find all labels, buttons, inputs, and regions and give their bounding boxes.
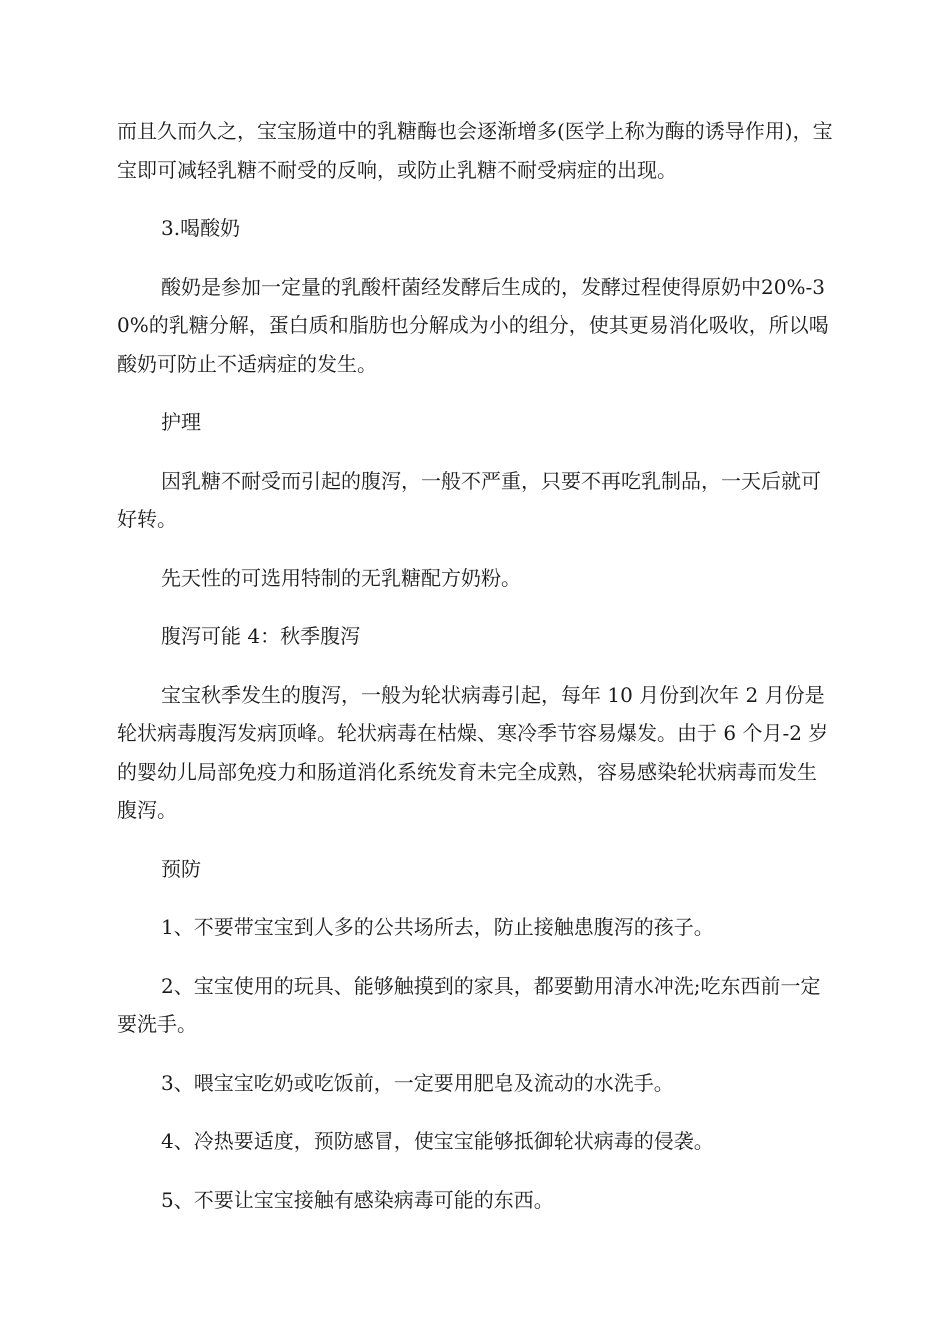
list-item-prevention-5: 5、不要让宝宝接触有感染病毒可能的东西。 <box>161 1187 554 1212</box>
section-heading-yogurt: 3.喝酸奶 <box>161 216 241 240</box>
list-item-prevention-2: 2、宝宝使用的玩具、能够触摸到的家具，都要勤用清水冲洗;吃东西前一定要洗手。 <box>117 973 821 1036</box>
paragraph-autumn-diarrhea: 宝宝秋季发生的腹泻，一般为轮状病毒引起，每年 10 月份到次年 2 月份是轮状病毒腹泻发病顶峰。轮状病毒在枯燥、寒冷季节容易爆发。由于 6 个月-2 岁的婴幼儿局部免疫力和肠道消化系统发育未完全成熟，容易感染轮状病毒而发生腹泻。 <box>117 682 829 822</box>
list-item-prevention-3: 3、喂宝宝吃奶或吃饭前，一定要用肥皂及流动的水洗手。 <box>161 1070 674 1095</box>
list-item-prevention-1: 1、不要带宝宝到人多的公共场所去，防止接触患腹泻的孩子。 <box>161 915 714 939</box>
paragraph-care: 因乳糖不耐受而引起的腹泻，一般不严重，只要不再吃乳制品，一天后就可好转。 <box>117 468 821 531</box>
document-body <box>117 112 833 1239</box>
section-heading-autumn-diarrhea: 腹泻可能 4：秋季腹泻 <box>161 624 361 648</box>
list-item-prevention-4: 4、冷热要适度，预防感冒，使宝宝能够抵御轮状病毒的侵袭。 <box>161 1129 714 1153</box>
section-heading-care: 护理 <box>161 410 201 434</box>
section-heading-prevention: 预防 <box>161 856 201 881</box>
paragraph-yogurt: 酸奶是参加一定量的乳酸杆菌经发酵后生成的，发酵过程使得原奶中20%-30%的乳糖分解，蛋白质和脂肪也分解成为小的组分，使其更易消化吸收，所以喝酸奶可防止不适病症的发生。 <box>117 274 829 376</box>
paragraph-congenital: 先天性的可选用特制的无乳糖配方奶粉。 <box>161 565 521 590</box>
paragraph-intro: 而且久而久之，宝宝肠道中的乳糖酶也会逐渐增多(医学上称为酶的诱导作用)，宝宝即可减轻乳糖不耐受的反响，或防止乳糖不耐受病症的出现。 <box>117 119 833 182</box>
